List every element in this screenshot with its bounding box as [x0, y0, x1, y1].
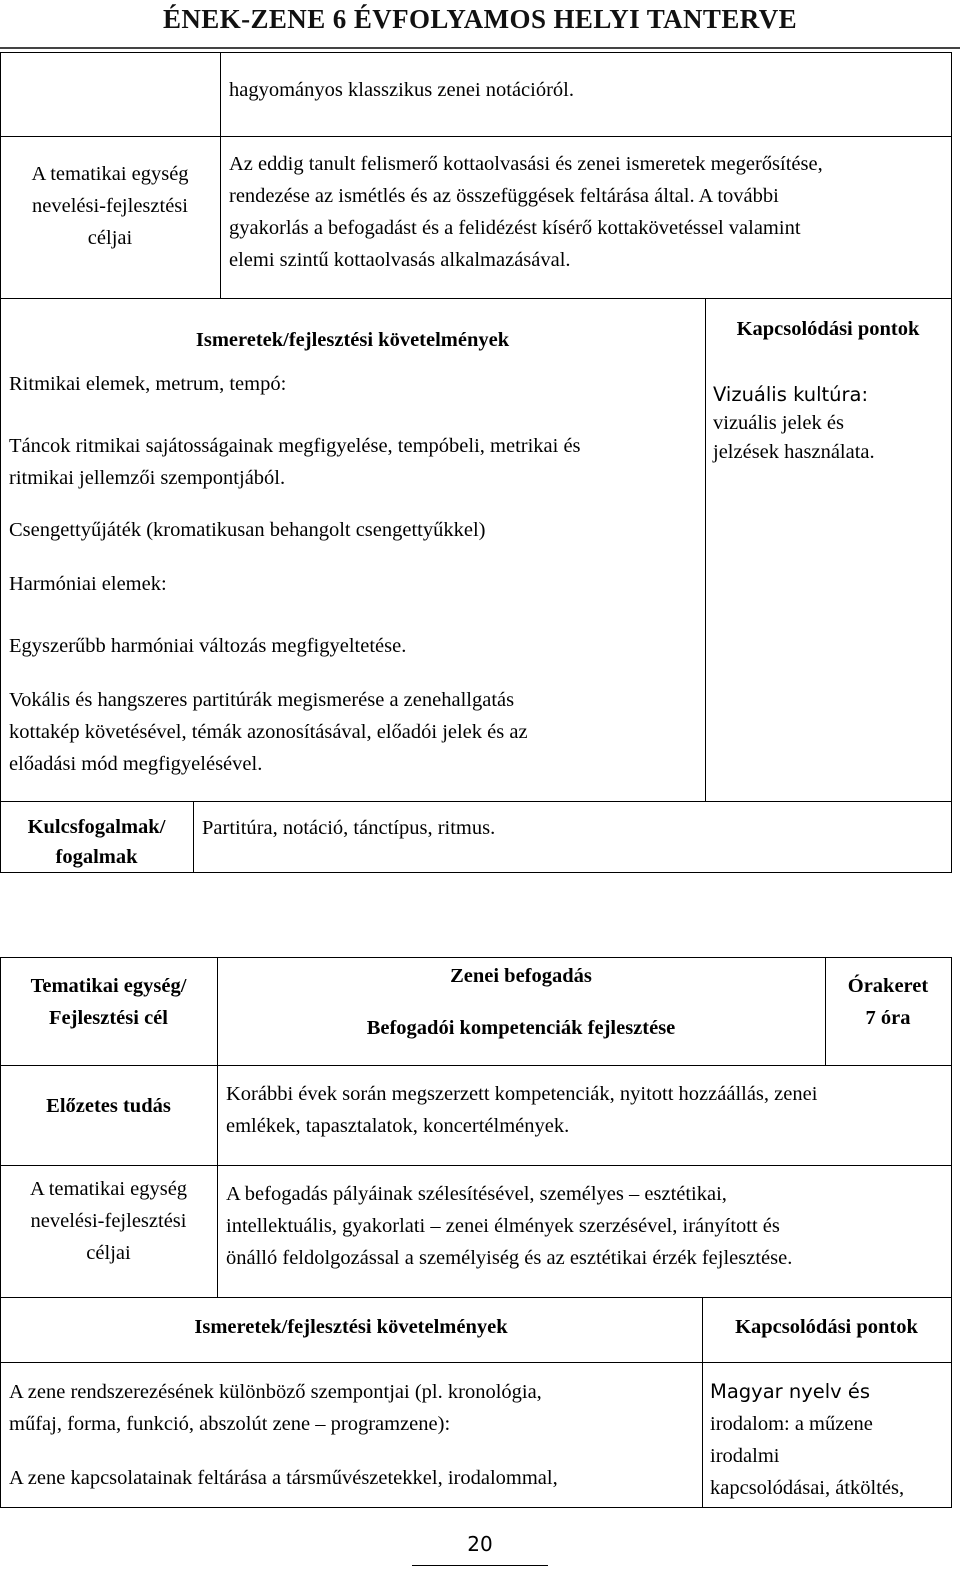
table1-border-top — [0, 52, 952, 53]
table1-req-line: Egyszerűbb harmóniai változás megfigyeltetése. — [9, 635, 407, 657]
table1-col-divider — [193, 801, 194, 872]
table2-row-divider — [0, 1065, 952, 1066]
table1-row-divider — [0, 136, 952, 137]
table2-border-bottom — [0, 1507, 952, 1508]
table2-requirements-header: Ismeretek/fejlesztési követelmények — [194, 1316, 508, 1338]
table2-unit-subtitle: Befogadói kompetenciák fejlesztése — [366, 1017, 676, 1039]
page-number: 20 — [467, 1532, 493, 1556]
table2-col-divider — [217, 957, 218, 1297]
table1-req-line: Csengettyűjáték (kromatikusan behangolt csengettyűkkel) — [9, 519, 486, 541]
table1-goals-text: Az eddig tanult felismerő kottaolvasási és zenei ismeretek megerősítése, rendezése az ismétlés és az összefüggések feltárása által. A további gyakorlás a befogadást és a felidézést kísérő kottakövetéssel valamint elemi szintű kottaolvasás alkalmazásával. — [229, 153, 823, 271]
table2-prior-label: Előzetes tudás — [46, 1095, 171, 1117]
table1-col-divider — [220, 52, 221, 298]
table1-key-concepts-text: Partitúra, notáció, tánctípus, ritmus. — [202, 817, 496, 839]
table2-connection-text: Magyar nyelv és irodalom: a műzene irodalmi kapcsolódásai, átköltés, — [710, 1380, 905, 1499]
table1-key-concepts-label: Kulcsfogalmak/ fogalmak — [27, 816, 166, 868]
table2-goals-text: A befogadás pályáinak szélesítésével, személyes – esztétikai, intellektuális, gyakorlati – zenei élmények szerzésével, irányított és önálló feldolgozással a személyiség és az esztétikai érzék fejlesztése. — [226, 1183, 793, 1269]
table1-col-divider — [705, 298, 706, 801]
table2-unit-label: Tematikai egység/ Fejlesztési cél — [30, 975, 187, 1029]
table2-border-top — [0, 957, 952, 958]
table1-req-line: kottakép követésével, témák azonosításával, előadói jelek és az — [9, 721, 528, 743]
table1-connection-text: Vizuális kultúra: vizuális jelek és jelzések használata. — [713, 383, 875, 463]
table2-req-line: A zene kapcsolatainak feltárása a társművészetekkel, irodalommal, — [9, 1467, 558, 1489]
table2-row-divider — [0, 1165, 952, 1166]
table1-row-divider — [0, 298, 952, 299]
table1-connections-header: Kapcsolódási pontok — [736, 318, 920, 340]
header-rule — [0, 47, 960, 49]
page-header: ÉNEK-ZENE 6 ÉVFOLYAMOS HELYI TANTERVE — [162, 4, 798, 34]
table1-req-line: ritmikai jellemzői szempontjából. — [9, 467, 286, 489]
table1-req-line: Táncok ritmikai sajátosságainak megfigyelése, tempóbeli, metrikai és — [9, 435, 581, 457]
table1-border-right — [951, 52, 952, 872]
table2-req-line: műfaj, forma, funkció, abszolút zene – programzene): — [9, 1413, 451, 1435]
table1-requirements-header: Ismeretek/fejlesztési követelmények — [195, 329, 510, 351]
table1-req-line: Harmóniai elemek: — [9, 573, 167, 595]
table2-goals-label: A tematikai egység nevelési-fejlesztési céljai — [29, 1178, 188, 1264]
table2-connections-header: Kapcsolódási pontok — [735, 1316, 918, 1338]
table2-hours: Órakeret 7 óra — [847, 975, 929, 1029]
table2-unit-title: Zenei befogadás — [450, 965, 592, 987]
table2-border-right — [951, 957, 952, 1507]
table1-border-bottom — [0, 872, 952, 873]
table2-row-divider — [0, 1362, 952, 1363]
table1-goals-label: A tematikai egység nevelési-fejlesztési céljai — [31, 163, 189, 249]
table2-req-line: A zene rendszerezésének különböző szempontjai (pl. kronológia, — [9, 1381, 542, 1403]
table1-top-row-text: hagyományos klasszikus zenei notációról. — [229, 79, 574, 101]
table1-req-line: előadási mód megfigyelésével. — [9, 753, 263, 775]
table1-req-line: Ritmikai elemek, metrum, tempó: — [9, 373, 287, 395]
table1-req-line: Vokális és hangszeres partitúrák megismerése a zenehallgatás — [9, 689, 515, 711]
table1-row-divider — [0, 801, 952, 802]
table2-row-divider — [0, 1297, 952, 1298]
table2-prior-text: Korábbi évek során megszerzett kompetenciák, nyitott hozzáállás, zenei emlékek, tapasztalatok, koncertélmények. — [226, 1083, 818, 1137]
footer-rule — [412, 1565, 548, 1566]
